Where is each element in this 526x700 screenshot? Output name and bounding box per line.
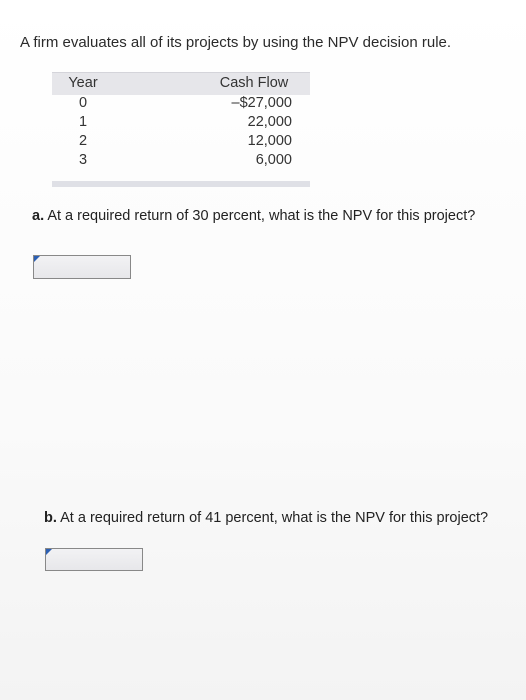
cash-flow-cell: –$27,000	[231, 95, 292, 111]
year-header: Year	[68, 75, 98, 91]
year-cell: 2	[78, 133, 88, 149]
table-footer-bar	[52, 181, 310, 187]
answer-marker-icon	[46, 549, 52, 555]
question-b-label: b.	[44, 510, 57, 526]
table-row	[52, 95, 310, 114]
question-a-label: a.	[32, 208, 45, 224]
answer-a-input[interactable]	[34, 256, 130, 278]
question-b-text: At a required return of 41 percent, what is the NPV for this project?	[60, 510, 489, 526]
cash-flow-cell: 12,000	[247, 133, 292, 149]
table-row	[52, 114, 310, 133]
question-a	[32, 208, 475, 224]
cash-flow-cell: 22,000	[247, 114, 292, 130]
answer-marker-icon	[34, 256, 40, 262]
question-b	[44, 510, 488, 526]
table-header	[52, 72, 310, 95]
table-row	[52, 133, 310, 152]
cash-flow-cell: 6,000	[255, 152, 292, 168]
answer-b-box[interactable]	[45, 548, 143, 571]
problem-statement: A firm evaluates all of its projects by using the NPV decision rule.	[20, 34, 452, 51]
cash-flow-table	[52, 72, 310, 187]
answer-b-input[interactable]	[46, 549, 142, 570]
year-cell: 3	[78, 152, 88, 168]
year-cell: 1	[78, 114, 88, 130]
answer-a-box[interactable]	[33, 255, 131, 279]
question-a-text: At a required return of 30 percent, what is the NPV for this project?	[47, 208, 476, 224]
table-row	[52, 152, 310, 171]
cash-flow-header: Cash Flow	[219, 75, 289, 91]
year-cell: 0	[78, 95, 88, 111]
